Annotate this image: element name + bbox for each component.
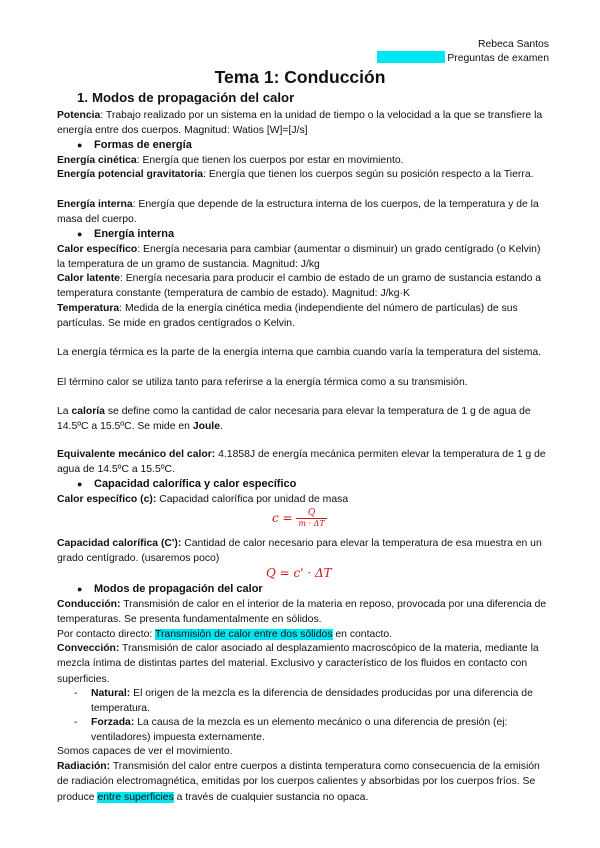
term: Potencia [57,110,101,121]
definition-text: : Energía que tienen los cuerpos según su posición respecto a la Tierra. [203,169,534,180]
text: a través de cualquier sustancia no opaca. [173,791,369,803]
term: Equivalente mecánico del calor: [57,449,216,460]
text: se define como la cantidad de calor necesaria para elevar la temperatura de 1 g de agua de 14.5ºC a 15.5ºC. Se mide en [57,406,531,433]
definition-text: : Energía que depende de la estructura interna de los cuerpos, de la temperatura y de la masa del cuerpo. [57,199,539,226]
bullet-icon: ● [77,140,83,150]
heading-text: Formas de energía [94,139,192,151]
definition-text: Cantidad de calor necesario para elevar la temperatura de esa muestra en un grado centígrado. (usaremos poco) [57,538,542,565]
interna-definition [57,197,547,228]
calor-especifico-c-definition [57,492,547,507]
fraction-numerator: Q [296,508,326,519]
term: Capacidad calorífica (C'): [57,538,182,549]
temperatura-definition [57,301,547,332]
highlight-bar [377,51,445,63]
text: . [219,421,223,433]
term: Temperatura [57,303,120,314]
text: Por contacto directo: [57,629,155,640]
calor-paragraph: El término calor se utiliza tanto para referirse a la energía térmica como a su transmisión. [57,377,468,388]
term: Energía interna [57,199,133,210]
heading-text: Capacidad calorífica y calor específico [94,478,297,490]
highlighted-text: entre superficies [97,791,174,803]
definition-text: Transmisión del calor entre cuerpos a distinta temperatura como consecuencia de la emisión de radiación electromagnética, emitidas por los cuerpos calientes y absorbidas por los cuerpos fríos. Se produce [57,761,540,803]
term: Energía potencial gravitatoria [57,169,204,180]
author-name: Rebeca Santos [477,39,549,50]
potencia-definition [57,108,547,139]
energia-termica-paragraph: La energía térmica es la parte de la energía interna que cambia cuando varía la temperatura del sistema. [57,347,542,358]
dash-bullet: - [74,688,78,699]
term: Energía cinética [57,155,137,166]
term: Radiación: [57,761,111,772]
calor-especifico-definition [57,242,547,273]
definition-text: Transmisión de calor en el interior de la materia en reposo, provocada por una diferencia de temperaturas. Se presenta fundamentalmente en sólidos. [57,599,547,626]
term: Conducción: [57,599,121,610]
energia-interna-heading [77,227,174,242]
section-number: 1. [77,90,88,105]
text: en contacto. [332,629,392,640]
conveccion-definition [57,641,547,687]
text: La [57,406,72,417]
bullet-icon: ● [77,229,83,239]
definition-text: 4.1858J de energía mecánica permiten elevar la temperatura de 1 g de agua de 14.5ºC a 15.5ºC. [57,449,546,476]
header-subtitle-text: Preguntas de examen [447,53,549,64]
definition-text: Capacidad calorífica por unidad de masa [156,494,349,505]
formula-fraction [296,508,326,529]
section-title: Modos de propagación del calor [92,90,295,105]
term: Natural: [91,688,131,699]
heading-text: Modos de propagación del calor [94,583,263,595]
heading-text: Energía interna [94,228,175,240]
modos-heading [77,582,263,597]
definition-text: : Energía que tienen los cuerpos por estar en movimiento. [136,155,404,166]
capacidad-heading [77,477,296,492]
formas-heading [77,138,192,153]
caloria-paragraph [57,404,547,435]
conduccion-definition [57,597,547,628]
list-item-text [91,715,547,746]
capacidad-calorifica-definition [57,536,547,567]
term: Forzada: [91,717,135,728]
dash-bullet: - [74,717,78,728]
term: caloría [71,406,105,417]
definition-text: El origen de la mezcla es la diferencia de densidades producidas por una diferencia de temperatura. [91,688,533,715]
formula-lhs: c = [272,511,293,525]
term: Calor latente [57,273,120,284]
header-subtitle [377,51,549,65]
highlighted-text: Transmisión de calor entre dos sólidos [155,629,333,640]
term: Calor específico (c): [57,494,157,505]
definition-text: : Medida de la energía cinética media (independiente del número de partículas) de sus partículas. Se mide en grados centígrados o Kelvin. [57,303,518,330]
term: Convección: [57,643,120,654]
radiacion-definition [57,759,547,805]
definition-text: : Energía necesaria para cambiar (aumentar o disminuir) un grado centígrado (o Kelvin) la temperatura de un gramo de sustancia. Magnitud: J/kg [57,244,541,271]
definition-text: : Energía necesaria para producir el cambio de estado de un gramo de sustancia estando a temperatura constante (temperatura de cambio de estado). Magnitud: J/kg·K [57,273,542,300]
definition-text: La causa de la mezcla es un elemento mecánico o una diferencia de presión (ej: ventiladores) impuesta externamente. [91,717,508,744]
definition-text: : Trabajo realizado por un sistema en la unidad de tiempo o la velocidad a la que se transfiere la energía entre dos cuerpos. Magnitud: Watios [W]=[J/s] [57,110,543,137]
unit: Joule [192,421,220,433]
calor-latente-definition [57,271,547,302]
potencial-definition [57,167,547,182]
movimiento-text: Somos capaces de ver el movimiento. [57,746,233,757]
bullet-icon: ● [77,479,83,489]
fraction-denominator: m · ΔT [298,519,325,528]
formula-calor-especifico [272,508,327,529]
section-heading [77,89,294,107]
page-title: Tema 1: Conducción [214,67,386,87]
equivalente-paragraph [57,447,547,478]
formula-capacidad: Q = c' · ΔT [266,566,332,580]
definition-text: Transmisión de calor asociado al desplazamiento macroscópico de la materia, mediante la mezcla íntima de distintas partes del material. Exclusivo y característico de los fluidos en contacto con superficies. [57,643,539,685]
term: Calor específico [57,244,138,255]
list-item-text [91,686,547,717]
bullet-icon: ● [77,584,83,594]
